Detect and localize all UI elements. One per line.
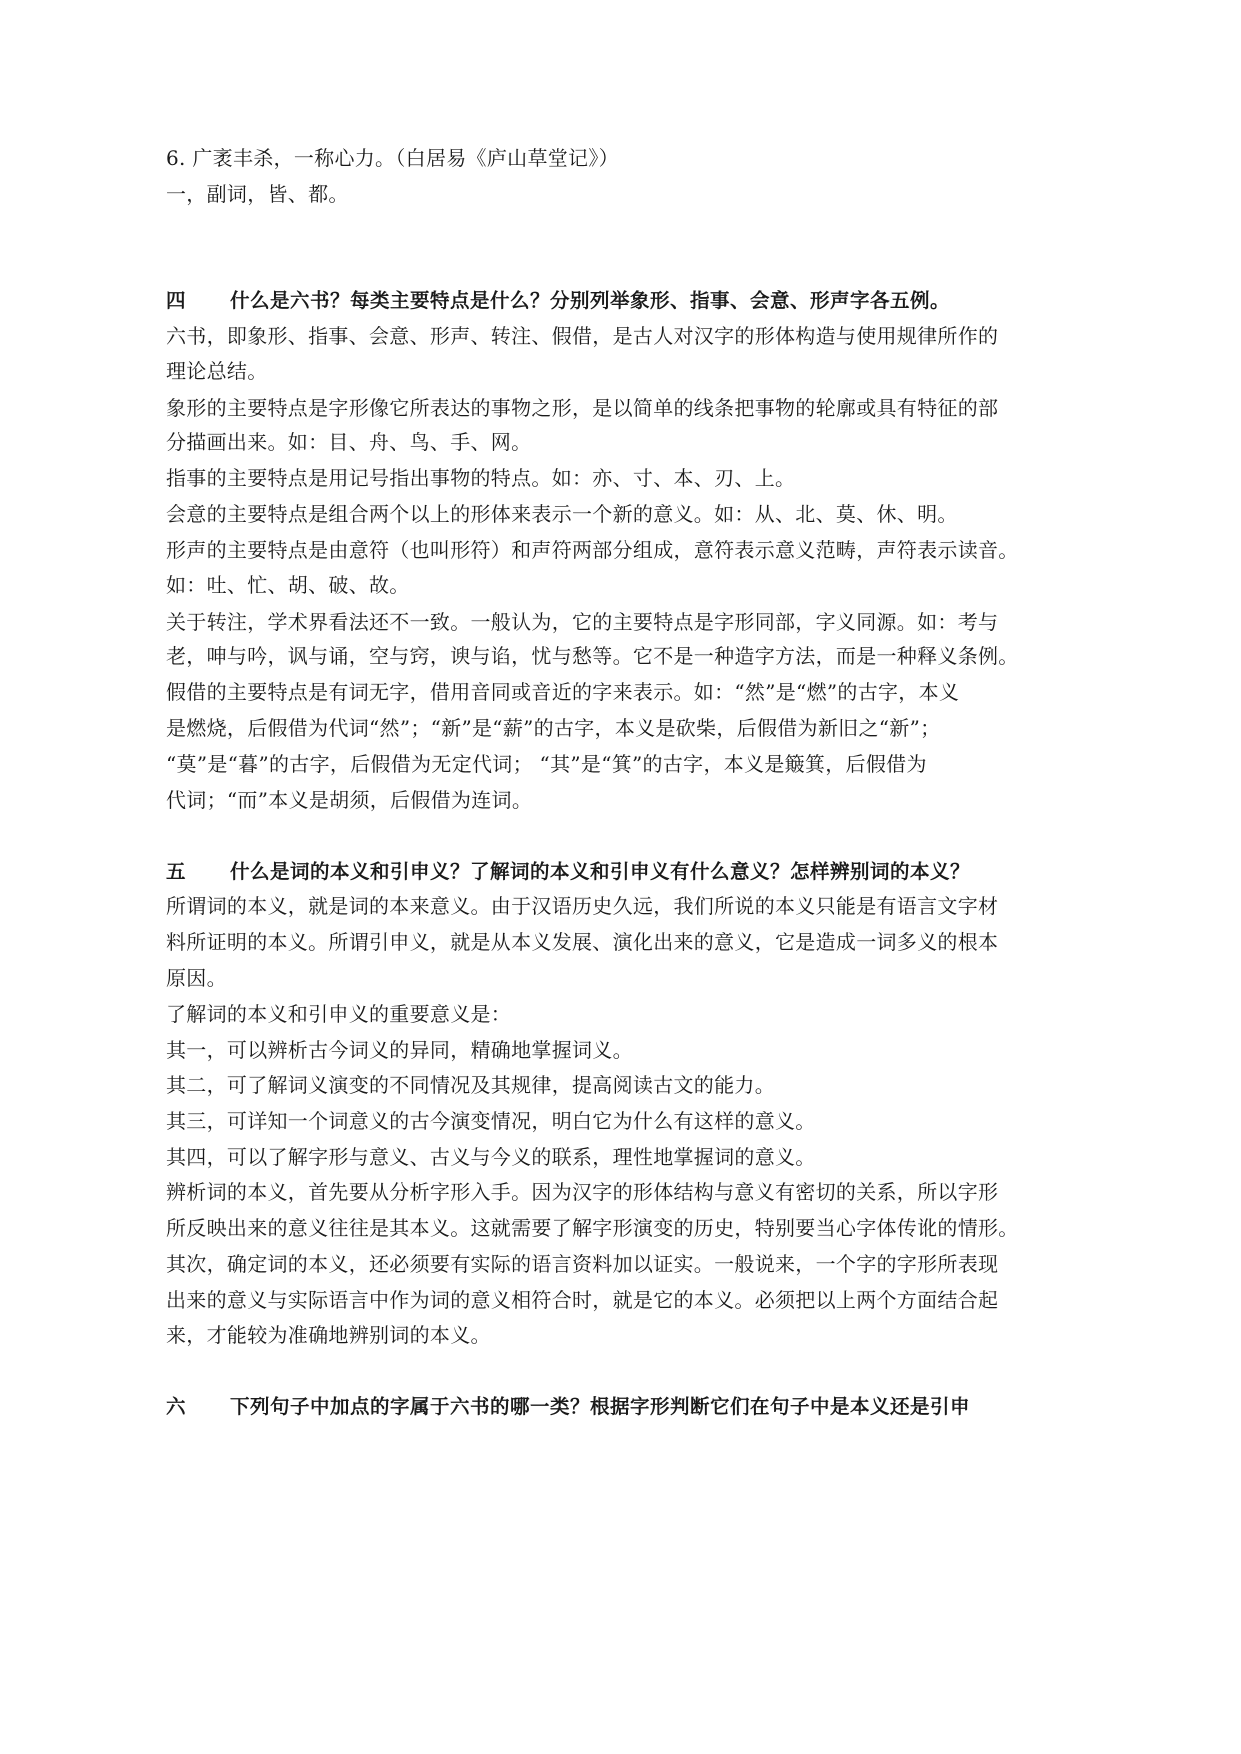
section-5-line: 了解词的本义和引申义的重要意义是： [166, 1002, 512, 1026]
section-5-line: 其次，确定词的本义，还必须要有实际的语言资料加以证实。一般说来，一个字的字形所表现 [166, 1252, 999, 1276]
section-4-line: 六书，即象形、指事、会意、形声、转注、假借，是古人对汉字的形体构造与使用规律所作的 [166, 324, 999, 348]
section-5-line: 来，才能较为准确地辨别词的本义。 [166, 1323, 491, 1347]
intro-line-2: 一，副词，皆、都。 [166, 182, 349, 206]
section-5-line: 其二，可了解词义演变的不同情况及其规律，提高阅读古文的能力。 [166, 1073, 775, 1097]
section-5-line: 其四，可以了解字形与意义、古义与今义的联系，理性地掌握词的意义。 [166, 1145, 816, 1169]
section-4-line: 假借的主要特点是有词无字，借用音同或音近的字来表示。如：“然”是“燃”的古字，本义 [166, 680, 960, 704]
section-4-line: 指事的主要特点是用记号指出事物的特点。如：亦、寸、本、刃、上。 [166, 466, 796, 490]
section-4-line: 形声的主要特点是由意符（也叫形符）和声符两部分组成，意符表示意义范畴，声符表示读音。 [166, 538, 1019, 562]
section-5-number: 五 [166, 860, 187, 883]
section-4-title: 什么是六书？每类主要特点是什么？分别列举象形、指事、会意、形声字各五例。 [230, 289, 951, 312]
section-5-line: 料所证明的本义。所谓引申义，就是从本义发展、演化出来的意义，它是造成一词多义的根本 [166, 930, 999, 954]
section-5-line: 所谓词的本义，就是词的本来意义。由于汉语历史久远，我们所说的本义只能是有语言文字材 [166, 894, 999, 918]
section-4-line: 是燃烧，后假借为代词“然”；“新”是“薪”的古字，本义是砍柴，后假借为新旧之“新”； [166, 716, 941, 740]
section-4-line: 分描画出来。如：目、舟、鸟、手、网。 [166, 430, 532, 454]
section-4-line: 老，呻与吟，讽与诵，空与窍，谀与谄，忧与愁等。它不是一种造字方法，而是一种释义条例。 [166, 644, 1019, 668]
section-5-line: 辨析词的本义，首先要从分析字形入手。因为汉字的形体结构与意义有密切的关系，所以字形 [166, 1180, 999, 1204]
section-5-line: 其三，可详知一个词意义的古今演变情况，明白它为什么有这样的意义。 [166, 1109, 816, 1133]
section-6-heading [166, 1394, 970, 1420]
section-5-line: 出来的意义与实际语言中作为词的意义相符合时，就是它的本义。必须把以上两个方面结合起 [166, 1288, 999, 1312]
section-6-title: 下列句子中加点的字属于六书的哪一类？根据字形判断它们在句子中是本义还是引申 [230, 1395, 971, 1418]
section-4-line: 关于转注，学术界看法还不一致。一般认为，它的主要特点是字形同部，字义同源。如：考与 [166, 610, 999, 634]
section-5-heading [166, 859, 970, 885]
section-5-line: 其一，可以辨析古今词义的异同，精确地掌握词义。 [166, 1038, 633, 1062]
section-4-line: “莫”是“暮”的古字，后假借为无定代词； “其”是“箕”的古字，本义是簸箕，后假借为 [166, 752, 927, 776]
section-4-line: 如：吐、忙、胡、破、故。 [166, 573, 410, 597]
section-6-number: 六 [166, 1395, 187, 1418]
section-4-line: 会意的主要特点是组合两个以上的形体来表示一个新的意义。如：从、北、莫、休、明。 [166, 502, 958, 526]
section-4-heading [166, 288, 950, 314]
section-5-title: 什么是词的本义和引申义？了解词的本义和引申义有什么意义？怎样辨别词的本义？ [230, 860, 971, 883]
section-5-line: 原因。 [166, 966, 227, 990]
section-4-line: 代词；“而”本义是胡须，后假借为连词。 [166, 788, 533, 812]
section-4-line: 理论总结。 [166, 359, 268, 383]
section-4-number: 四 [166, 289, 187, 312]
section-4-line: 象形的主要特点是字形像它所表达的事物之形，是以简单的线条把事物的轮廓或具有特征的部 [166, 396, 999, 420]
intro-line-1: 6. 广袤丰杀，一称心力。（白居易《庐山草堂记》） [166, 146, 619, 170]
document-page [166, 0, 1076, 1754]
section-5-line: 所反映出来的意义往往是其本义。这就需要了解字形演变的历史，特别要当心字体传讹的情形。 [166, 1216, 1019, 1240]
